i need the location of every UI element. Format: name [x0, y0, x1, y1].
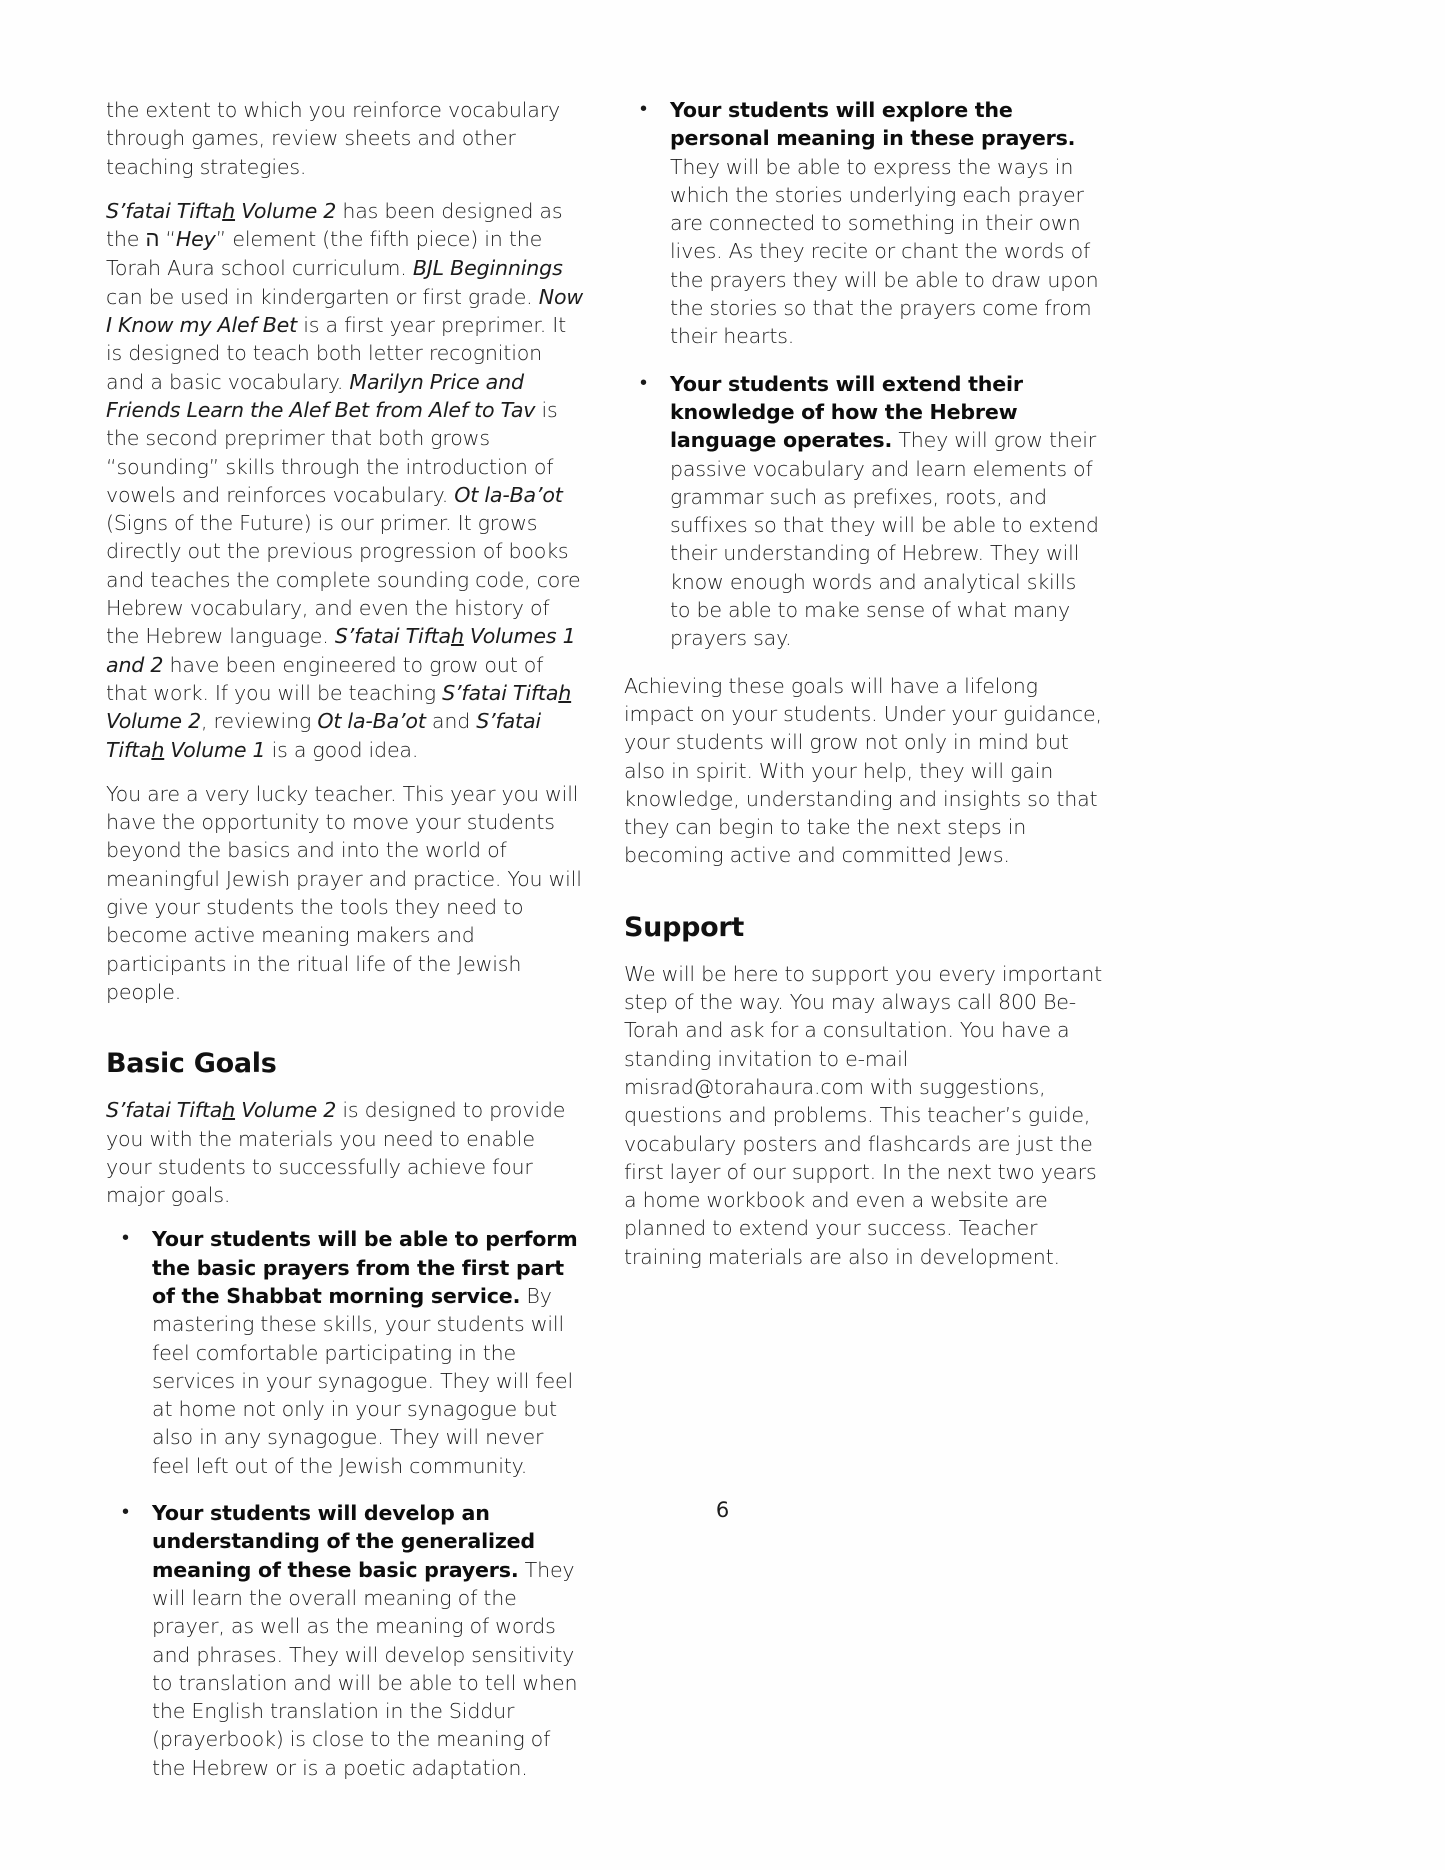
- goal-body: They will learn the overall meaning of the prayer, as well as the meaning of words and phrases. They will develop sensitivity to translation and will be able to tell when the English translation in the Siddur (prayerbook) is close to the meaning of the Hebrew or is a poetic adaptation.: [152, 1557, 578, 1780]
- two-column-layout: [106, 96, 1116, 1780]
- heading-basic-goals: Basic Goals: [106, 1048, 277, 1080]
- paragraph-achieving-goals: Achieving these goals will have a lifelong impact on your students. Under your guidance, your students will grow not only in mind but also in spirit. With your help, they will gain knowledge, understanding and insights so that they can begin to take the next steps in becoming active and committed Jews.: [624, 673, 1102, 868]
- intro-title-underlined-h: h: [222, 1098, 236, 1123]
- list-item: [624, 370, 1102, 653]
- italic-hey: Hey: [175, 227, 216, 252]
- text-has-been-designed: has been designed as the: [106, 198, 563, 252]
- goal-body: By mastering these skills, your students will feel comfortable participating in the services in your synagogue. They will feel at home not only in your synagogue but also in any synagogue. They will never feel left out of the Jewish community.: [152, 1283, 574, 1478]
- title-volumes-1-2-underlined-h: h: [450, 624, 464, 649]
- title-vol2-a: S’fatai Tifta: [442, 680, 559, 705]
- title-vol1-b: Volume 1: [164, 737, 266, 762]
- list-item: [106, 1499, 584, 1782]
- goal-body: They will grow their passive vocabulary and learn elements of grammar such as prefixes, roots, and suffixes so that they will be able to extend their understanding of Hebrew. They will know enough words and analytical skills to be able to make sense of what many prayers say.: [670, 428, 1099, 651]
- paragraph-lucky-teacher: You are a very lucky teacher. This year you will have the opportunity to move your students beyond the basics and into the world of meaningful Jewish prayer and practice. You will give your students the tools they need to become active meaning makers and participants in the ritual life of the Jewish people.: [106, 781, 582, 1004]
- intro-title-a: S’fatai Tifta: [106, 1098, 223, 1123]
- text-quote-open: “: [159, 227, 176, 252]
- text-reviewing: , reviewing: [201, 709, 318, 734]
- title-bjl-beginnings: BJL Beginnings: [412, 256, 563, 281]
- text-second-preprimer: is the second preprimer that both grows “sounding” skills through the introduction of vowels and reinforces vocabulary.: [106, 397, 558, 507]
- title-ot-la-baot: Ot la-Ba’ot: [454, 482, 563, 507]
- intro-title-b: Volume 2: [235, 1098, 337, 1123]
- heading-support: Support: [624, 911, 744, 943]
- goal-bold-lead: Your students will extend their knowledge of how the Hebrew language operates.: [670, 371, 1023, 453]
- page-number: 6: [715, 1498, 730, 1522]
- intro-rest: is designed to provide you with the materials you need to enable your students to successfully achieve four major goals.: [106, 1098, 566, 1208]
- title-vol2-underlined-h: h: [558, 680, 572, 705]
- title-marilyn-price: Marilyn Price and Friends Learn the Alef Bet from Alef to Tav: [106, 369, 536, 422]
- title-vol2-b: Volume 2: [106, 709, 201, 734]
- title-now-i-know-my-alef-bet: Now I Know my Alef Bet: [106, 284, 584, 338]
- title-volumes-1-2-b: Volumes 1 and 2: [106, 624, 576, 677]
- goal-bold-lead: Your students will be able to perform the basic prayers from the first part of the Shabbat morning service.: [152, 1227, 578, 1308]
- text-signs-of-the-future: (Signs of the Future) is our primer. It grows directly out the previous progression of books and teaches the complete sounding code, core Hebrew vocabulary, and even the history of the Hebrew language.: [106, 511, 581, 649]
- title-volumes-1-2-a: S’fatai Tifta: [334, 624, 451, 649]
- paragraph-support-body: We will be here to support you every important step of the way. You may always call 800 Be-Torah and ask for a consultation. You have a standing invitation to e-mail misrad@torahaura.com with suggestions, questions and problems. This teacher’s guide, vocabulary posters and flashcards are just the first layer of our support. In the next two years a home workbook and even a website are planned to extend your success. Teacher training materials are also in development.: [624, 961, 1102, 1269]
- title-underlined-h: h: [222, 198, 236, 223]
- text-and: and: [425, 709, 477, 734]
- title-vol1-a: S’fatai Tifta: [106, 709, 541, 762]
- paragraph-basic-goals-intro: [106, 1096, 584, 1209]
- title-sfatai-tiftah-vol2-a: S’fatai Tifta: [106, 198, 223, 223]
- title-sfatai-tiftah-vol2-b: Volume 2: [235, 198, 337, 223]
- goal-body: They will be able to express the ways in which the stories underlying each prayer are connected to something in their own lives. As they recite or chant the words of the prayers they will be able to draw upon the stories so that the prayers come from their hearts.: [670, 154, 1099, 349]
- right-column: [624, 96, 1102, 1287]
- text-element-fifth-piece: ” element (the fifth piece) in the Torah Aura school curriculum.: [106, 227, 543, 281]
- paragraph-curriculum: [106, 197, 584, 764]
- text-engineered: have been engineered to grow out of that work. If you will be teaching: [106, 652, 544, 705]
- title-vol1-underlined-h: h: [151, 737, 165, 762]
- list-item: [624, 96, 1102, 351]
- goals-list-right: [624, 96, 1102, 653]
- title-ot-la-baot-2: Ot la-Ba’ot: [317, 709, 426, 734]
- text-kindergarten: can be used in kindergarten or first grade.: [106, 284, 539, 309]
- list-item: [106, 1225, 584, 1480]
- goal-bold-lead: Your students will explore the personal meaning in these prayers.: [670, 98, 1076, 151]
- left-column: [106, 96, 584, 1801]
- hebrew-letter-hey: ה: [145, 227, 160, 253]
- text-first-year-preprimer: is a first year preprimer. It is designed to teach both letter recognition and a basic vocabulary.: [106, 313, 567, 394]
- goal-bold-lead: Your students will develop an understanding of the generalized meaning of these basic prayers.: [152, 1501, 535, 1582]
- paragraph-continuation: the extent to which you reinforce vocabulary through games, review sheets and other teaching strategies.: [106, 98, 560, 179]
- text-good-idea: is a good idea.: [265, 737, 419, 762]
